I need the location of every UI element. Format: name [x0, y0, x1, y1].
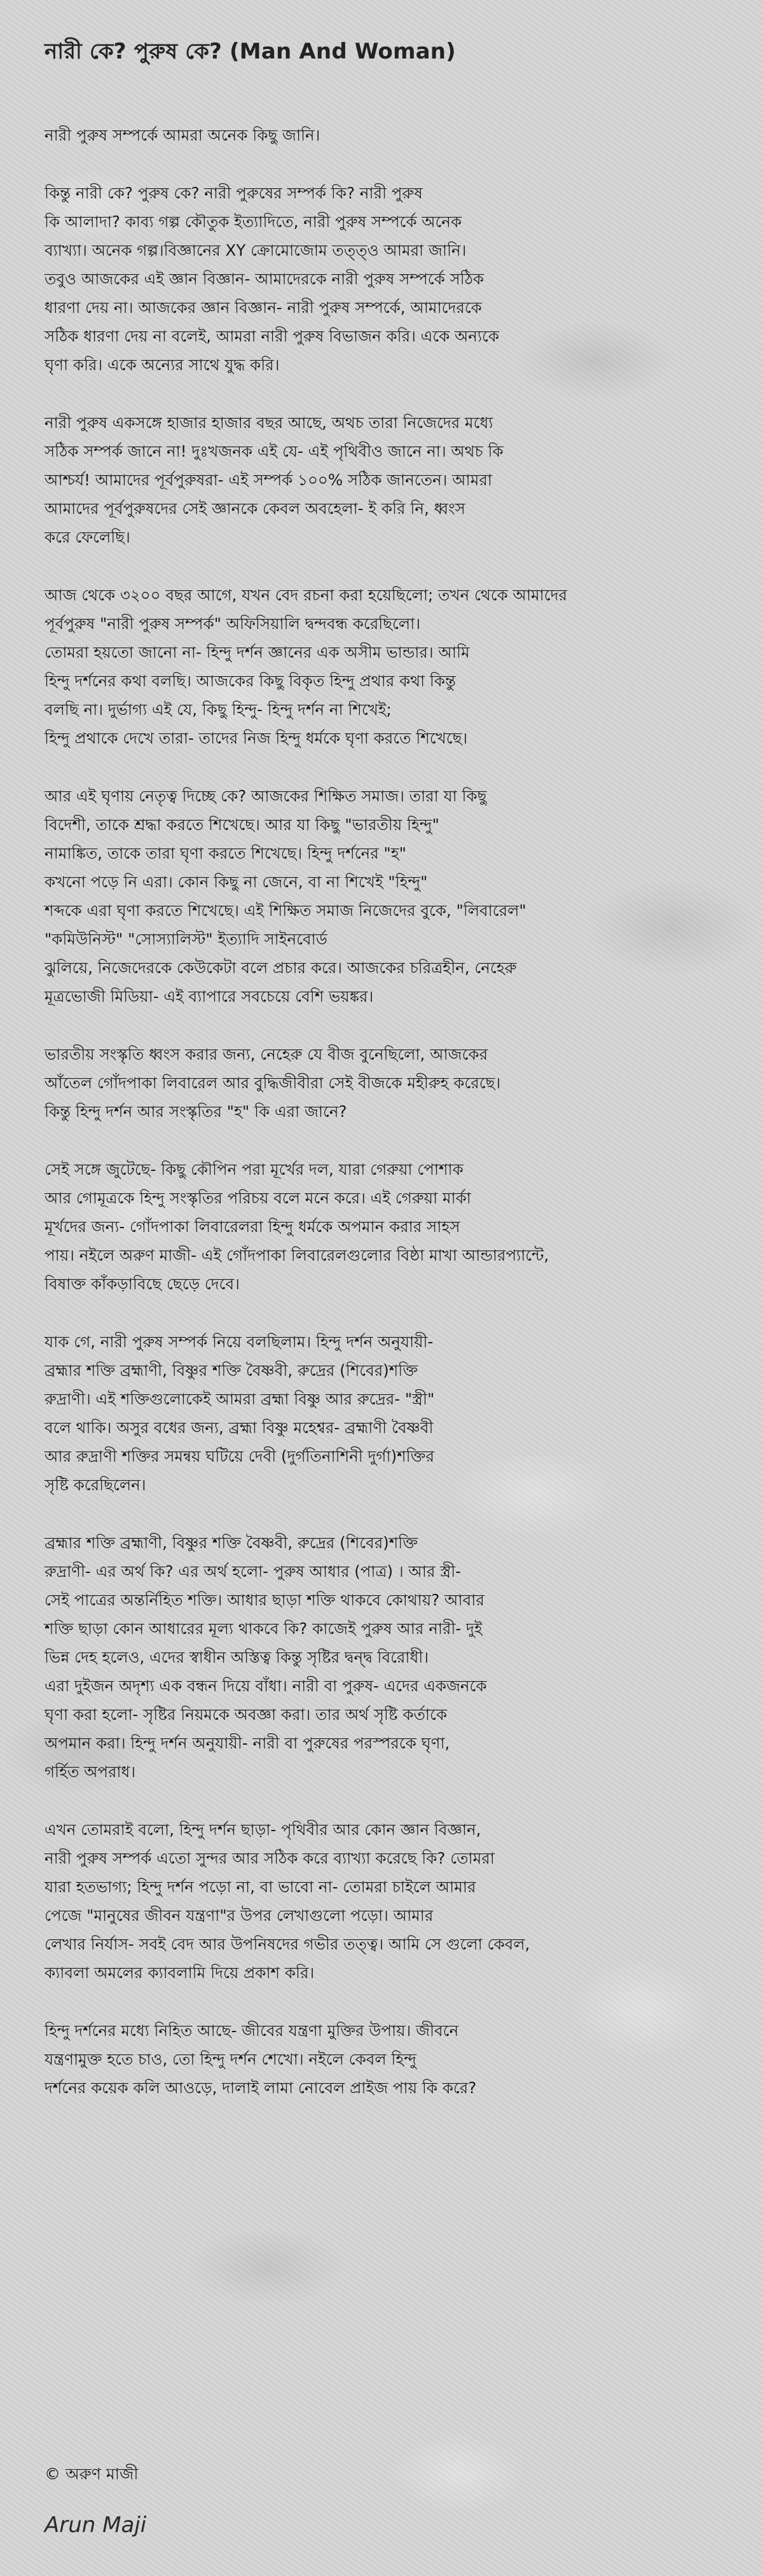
poem-line: সেই সঙ্গে জুটেছে- কিছু কৌপিন পরা মূর্খের দল, যারা গেরুয়া পোশাক [45, 1160, 464, 1179]
poem-line: বিদেশী, তাকে শ্রদ্ধা করতে শিখেছে। আর যা কিছু "ভারতীয় হিন্দু" [45, 815, 439, 834]
poem-line: অপমান করা। হিন্দু দর্শন অনুযায়ী- নারী বা পুরুষের পরস্পরকে ঘৃণা, [45, 1734, 450, 1752]
poem-line: "কমিউনিস্ট" "সোস্যালিস্ট" ইত্যাদি সাইনবোর্ড [45, 930, 327, 948]
poem-line: যারা হতভাগ্য; হিন্দু দর্শন পড়ো না, বা ভাবো না- তোমরা চাইলে আমার [45, 1878, 476, 1896]
poem-line: নামাঙ্কিত, তাকে তারা ঘৃণা করতে শিখেছে। হিন্দু দর্শনের "হ" [45, 844, 406, 862]
poem-line: হিন্দু দর্শনের কথা বলছি। আজকের কিছু বিকৃত হিন্দু প্রথার কথা কিন্তু [45, 672, 456, 690]
poem-line: কিন্তু নারী কে? পুরুষ কে? নারী পুরুষের সম্পর্ক কি? নারী পুরুষ [45, 184, 423, 202]
stanza [45, 782, 731, 1011]
poem-line: পেজে "মানুষের জীবন যন্ত্রণা"র উপর লেখাগুলো পড়ো। আমার [45, 1906, 434, 1925]
poem-line: আঁতেল গোঁদপাকা লিবারেল আর বুদ্ধিজীবীরা সেই বীজকে মহীরুহ করেছে। [45, 1074, 501, 1092]
poem-line: নারী পুরুষ সম্পর্ক এতো সুন্দর আর সঠিক করে ব্যাখ্যা করেছে কি? তোমরা [45, 1849, 495, 1867]
stanza [45, 1815, 731, 1987]
poem-body [45, 121, 731, 2131]
poem-line: হিন্দু প্রথাকে দেখে তারা- তাদের নিজ হিন্দু ধর্মকে ঘৃণা করতে শিখেছে। [45, 729, 468, 747]
poem-line: লেখার নির্যাস- সবই বেদ আর উপনিষদের গভীর তত্ত্ব। আমি সে গুলো কেবল, [45, 1935, 530, 1953]
poem-line: আশ্চর্য! আমাদের পূর্বপুরুষরা- এই সম্পর্ক ১০০% সঠিক জানতেন। আমরা [45, 471, 492, 489]
poem-line: নারী পুরুষ সম্পর্কে আমরা অনেক কিছু জানি। [45, 126, 320, 144]
poem-line: বিষাক্ত কাঁকড়াবিছে ছেড়ে দেবে। [45, 1275, 240, 1293]
poem-line: ব্রহ্মার শক্তি ব্রহ্মাণী, বিষ্ণুর শক্তি বৈষ্ণবী, রুদ্রের (শিবের)শক্তি [45, 1361, 418, 1380]
poem-line: তোমরা হয়তো জানো না- হিন্দু দর্শন জ্ঞানের এক অসীম ভান্ডার। আমি [45, 643, 470, 661]
poem-title: নারী কে? পুরুষ কে? (Man And Woman) [45, 39, 456, 64]
poem-line: বলছি না। দুর্ভাগ্য এই যে, কিছু হিন্দু- হিন্দু দর্শন না শিখেই; [45, 700, 392, 719]
poem-line: এরা দুইজন অদৃশ্য এক বন্ধন দিয়ে বাঁধা। নারী বা পুরুষ- এদের একজনকে [45, 1677, 487, 1695]
poem-line: এখন তোমরাই বলো, হিন্দু দর্শন ছাড়া- পৃথিবীর আর কোন জ্ঞান বিজ্ঞান, [45, 1820, 481, 1839]
poem-line: সঠিক ধারণা দেয় না বলেই, আমরা নারী পুরুষ বিভাজন করি। একে অন্যকে [45, 327, 499, 345]
stanza [45, 1040, 731, 1126]
poem-line: হিন্দু দর্শনের মধ্যে নিহিত আছে- জীবের যন্ত্রণা মুক্তির উপায়। জীবনে [45, 2021, 459, 2040]
poem-line: মূত্রভোজী মিডিয়া- এই ব্যাপারে সবচেয়ে বেশি ভয়ঙ্কর। [45, 987, 374, 1006]
poem-line: ক্যাবলা অমলের ক্যাবলামি দিয়ে প্রকাশ করি। [45, 1963, 315, 1982]
poem-line: ঘৃণা করা হলো- সৃষ্টির নিয়মকে অবজ্ঞা করা। তার অর্থ সৃষ্টি কর্তাকে [45, 1705, 448, 1724]
stanza [45, 1327, 731, 1499]
stanza [45, 408, 731, 551]
stanza [45, 1528, 731, 1786]
poem-line: ঝুলিয়ে, নিজেদেরকে কেউকেটা বলে প্রচার করে। আজকের চরিত্রহীন, নেহেরু [45, 959, 517, 977]
poem-line: গর্হিত অপরাধ। [45, 1762, 136, 1781]
poem-line: আর রুদ্রাণী শক্তির সমন্বয় ঘটিয়ে দেবী (দুর্গতিনাশিনী দুর্গা)শক্তির [45, 1447, 434, 1465]
stanza [45, 1155, 731, 1298]
poem-line: ধারণা দেয় না। আজকের জ্ঞান বিজ্ঞান- নারী পুরুষ সম্পর্কে, আমাদেরকে [45, 298, 482, 317]
poem-line: নারী পুরুষ একসঙ্গে হাজার হাজার বছর আছে, অথচ তারা নিজেদের মধ্যে [45, 413, 493, 432]
poem-line: বলে থাকি। অসুর বধের জন্য, ব্রহ্মা বিষ্ণু মহেশ্বর- ব্রহ্মাণী বৈষ্ণবী [45, 1418, 434, 1437]
poem-line: রুদ্রাণী- এর অর্থ কি? এর অর্থ হলো- পুরুষ আধার (পাত্র) । আর স্ত্রী- [45, 1562, 461, 1581]
poem-line: আজ থেকে ৩২০০ বছর আগে, যখন বেদ রচনা করা হয়েছিলো; তখন থেকে আমাদের [45, 586, 567, 604]
stanza [45, 581, 731, 752]
copyright-notice: © অরুণ মাজী [45, 2465, 139, 2483]
poem-line: সেই পাত্রের অন্তর্নিহিত শক্তি। আধার ছাড়া শক্তি থাকবে কোথায়? আবার [45, 1591, 485, 1609]
poem-line: ভারতীয় সংস্কৃতি ধ্বংস করার জন্য, নেহেরু যে বীজ বুনেছিলো, আজকের [45, 1045, 488, 1063]
poem-line: আর গোমূত্রকে হিন্দু সংস্কৃতির পরিচয় বলে মনে করে। এই গেরুয়া মার্কা [45, 1189, 471, 1207]
poem-line: রুদ্রাণী। এই শক্তিগুলোকেই আমরা ব্রহ্মা বিষ্ণু আর রুদ্রের- "স্ত্রী" [45, 1390, 435, 1408]
poem-line: সঠিক সম্পর্ক জানে না! দুঃখজনক এই যে- এই পৃথিবীও জানে না। অথচ কি [45, 442, 504, 460]
poem-line: শব্দকে এরা ঘৃণা করতে শিখেছে। এই শিক্ষিত সমাজ নিজেদের বুকে, "লিবারেল" [45, 901, 526, 920]
poem-line: কখনো পড়ে নি এরা। কোন কিছু না জেনে, বা না শিখেই "হিন্দু" [45, 873, 428, 891]
poem-line: দর্শনের কয়েক কলি আওড়ে, দালাই লামা নোবেল প্রাইজ পায় কি করে? [45, 2079, 477, 2097]
poem-line: ব্রহ্মার শক্তি ব্রহ্মাণী, বিষ্ণুর শক্তি বৈষ্ণবী, রুদ্রের (শিবের)শক্তি [45, 1534, 418, 1552]
poem-line: ব্যাখ্যা। অনেক গল্প।বিজ্ঞানের XY ক্রোমোজোম তত্ত্ও আমরা জানি। [45, 241, 467, 260]
poem-line: মূর্খদের জন্য- গোঁদপাকা লিবারেলরা হিন্দু ধর্মকে অপমান করার সাহস [45, 1217, 460, 1236]
poem-line: করে ফেলেছি। [45, 528, 130, 546]
poem-line: শক্তি ছাড়া কোন আধারের মূল্য থাকবে কি? কাজেই পুরুষ আর নারী- দুই [45, 1619, 483, 1638]
poem-line: ঘৃণা করি। একে অন্যের সাথে যুদ্ধ করি। [45, 356, 280, 374]
stanza [45, 121, 731, 149]
poem-line: আমাদের পূর্বপুরুষদের সেই জ্ঞানকে কেবল অবহেলা- ই করি নি, ধ্বংস [45, 499, 465, 518]
poem-line: পূর্বপুরুষ "নারী পুরুষ সম্পর্ক" অফিসিয়ালি দ্বন্দবন্ধ করেছিলো। [45, 614, 420, 633]
author-signature: Arun Maji [45, 2512, 147, 2538]
poem-line: ভিন্ন দেহ হলেও, এদের স্বাধীন অস্তিত্ব কিন্তু সৃষ্টির দ্বন্দ্ব বিরোধী। [45, 1648, 429, 1666]
stanza [45, 179, 731, 379]
poem-line: আর এই ঘৃণায় নেতৃত্ব দিচ্ছে কে? আজকের শিক্ষিত সমাজ। তারা যা কিছু [45, 787, 487, 805]
poem-line: কি আলাদা? কাব্য গল্প কৌতুক ইত্যাদিতে, নারী পুরুষ সম্পর্কে অনেক [45, 212, 462, 231]
poem-line: সৃষ্টি করেছিলেন। [45, 1476, 146, 1494]
poem-line: তবুও আজকের এই জ্ঞান বিজ্ঞান- আমাদেরকে নারী পুরুষ সম্পর্কে সঠিক [45, 270, 484, 288]
poem-line: পায়। নইলে অরুণ মাজী- এই গোঁদপাকা লিবারেলগুলোর বিষ্ঠা মাখা আন্ডারপ্যান্টে, [45, 1246, 549, 1264]
poem-line: যাক গে, নারী পুরুষ সম্পর্ক নিয়ে বলছিলাম। হিন্দু দর্শন অনুযায়ী- [45, 1333, 434, 1351]
poem-line: যন্ত্রণামুক্ত হতে চাও, তো হিন্দু দর্শন শেখো। নইলে কেবল হিন্দু [45, 2050, 416, 2068]
poem-line: কিন্তু হিন্দু দর্শন আর সংস্কৃতির "হ" কি এরা জানে? [45, 1102, 347, 1121]
stanza [45, 2016, 731, 2102]
